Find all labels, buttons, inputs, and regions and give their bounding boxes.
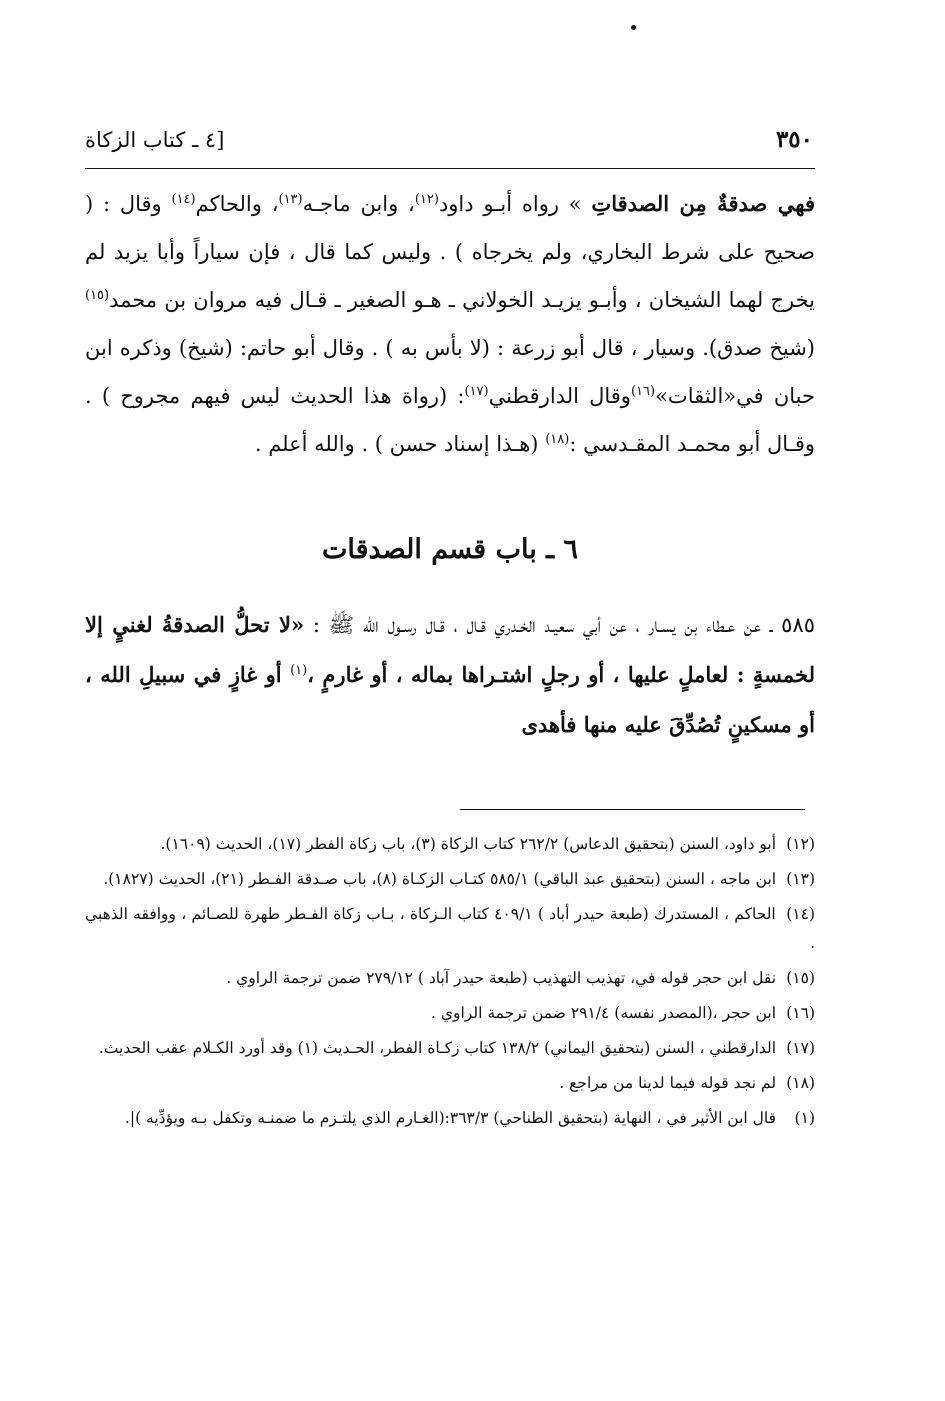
footnote [85,900,815,958]
chapter-title: [٤ ـ كتاب الزكاة [85,128,225,152]
footnote-number: (١٥) [786,969,815,987]
section-title: ٦ ـ باب قسم الصدقات [321,534,578,565]
footnote-ref: (١٦) [630,384,656,399]
footnote-text: نقل ابن حجر قوله في، تهذيب التهذيب (طبعة حيدر آباد ) ٢٧٩/١٢ ضمن ترجمة الراوي . [226,969,777,987]
footnote-number: (١) [794,1109,815,1127]
footnotes [85,830,815,1139]
hadith-text [85,600,815,750]
footnote-number: (١٧) [786,1039,815,1057]
main-paragraph: فهي صدقةٌ مِن الصدقاتِ » رواه أبـو داود$^{(١٢)}$، وابن ماجـه$^{(١٣)}$، والحاكم$^{(١٤)}$ وقال : ( صحيح على شرط البخاري، ولم يخرجاه ) . وليس كما قال ، فإن سياراً وأبا يزيد لم يخرج لهما الشيخان ، وأبـو يزيـد الخولاني ـ هـو الصغير ـ قـال فيه مروان بن محمد$^{(١٥)}$ (شيخ صدق). وسيار ، قال أبو زرعة : (لا بأس به ) . وقال أبو حاتم: (شيخ) وذكره ابن حبان في«الثقات»$^{(١٦)}$وقال الدارقطني$^{(١٧)}$: (رواة هذا الحديث ليس فيهم مجروح ) . وقـال أبو محمـد المقـدسي :$^{(١٨)}$ (هـذا إسناد حسن ) . والله أعلم . [85,191,815,456]
footnote-text: ابن ماجه ، السنن (بتحقيق عبد الباقي) ٥٨٥/١ كتـاب الزكـاة (٨)، باب صـدقة الفـطر (٢١)، الحديث (١٨٢٧). [103,870,777,888]
footnote-number: (١٦) [786,1004,815,1022]
footnote [85,1104,815,1133]
page-dot [631,25,636,30]
footnote [85,1069,815,1098]
footnote-ref: (١٥) [85,288,110,303]
footnote-number: (١٢) [786,835,815,853]
footnote-text: قال ابن الأثير في ، النهاية (بتحقيق الطناحي) ٣٦٣/٣:(الغـارم الذي يلتـزم ما ضمنـه وتكفل بـه ويؤدِّيه )|. [124,1109,777,1127]
footnote-number: (١٨) [786,1074,815,1092]
footnote [85,964,815,993]
footnote-ref: (١٨) [545,432,570,447]
footnote-rule [460,809,805,810]
footnote [85,865,815,894]
footnote-ref: (١٣) [278,192,303,207]
footnote-ref: (١٢) [414,192,439,207]
hadith-quote-cont: أو غازٍ في سبيلِ الله ، أو مسكينٍ تُصُدِّقَ عليه منها فأهدى [85,662,815,737]
footnote-text: ابن حجر ،(المصدر نفسه) ٢٩١/٤ ضمن ترجمة الراوي . [431,1004,777,1022]
hadith-quote: «لا تحلُّ الصدقةُ لغنيٍ إلا لخمسةٍ : لعاملٍ عليها ، أو رجلٍ اشتـراها بماله ، أو غارمٍ ، [85,612,815,687]
footnote [85,830,815,859]
footnote [85,1034,815,1063]
footnote-number: (١٤) [786,905,815,923]
quote-bold: فهي صدقةٌ مِن الصدقاتِ [591,191,815,216]
footnote-text: أبو داود، السنن (بتحقيق الدعاس) ٢٦٢/٢ كتاب الزكاة (٣)، باب زكاة الفطر (١٧)، الحديث (١٦٠٩). [160,835,777,853]
footnote-ref: (١٤) [171,192,196,207]
footnote-number: (١٣) [786,870,815,888]
footnote-text: الدارقطني ، السنن (بتحقيق اليماني) ١٣٨/٢ كتاب زكـاة الفطر، الحـديث (١) وقد أورد الكـلام عقب الحديث. [98,1039,777,1057]
footnote-ref: (١٧) [464,384,489,399]
hadith-paragraph: ٥٨٥ ـ عن عـطاء بن يسـار ، عن أبي سعيـد الخـدري قـال ، قـال رسـول الله ﷺ : «لا تحلُّ الصدقةُ لغنيٍ إلا لخمسةٍ : لعاملٍ عليها ، أو رجلٍ اشتـراها بماله ، أو غارمٍ ،$^{(١)}$ أو غازٍ في سبيلِ الله ، أو مسكينٍ تُصُدِّقَ عليه منها فأهدى [85,612,815,737]
footnote-text: لم نجد قوله فيما لدينا من مراجع . [559,1074,777,1092]
header-rule [85,168,815,169]
running-header [85,126,813,158]
page-number: ٣٥٠ [775,126,813,153]
footnote-ref: (١) [290,663,308,678]
main-text [85,180,815,468]
footnote-text: الحاكم ، المستدرك (طبعة حيدر أباد ) ٤٠٩/١ كتاب الـزكاة ، بـاب زكاة الفـطر طهرة للصـائم ، ووافقه الذهبي . [85,905,815,952]
footnote [85,999,815,1028]
